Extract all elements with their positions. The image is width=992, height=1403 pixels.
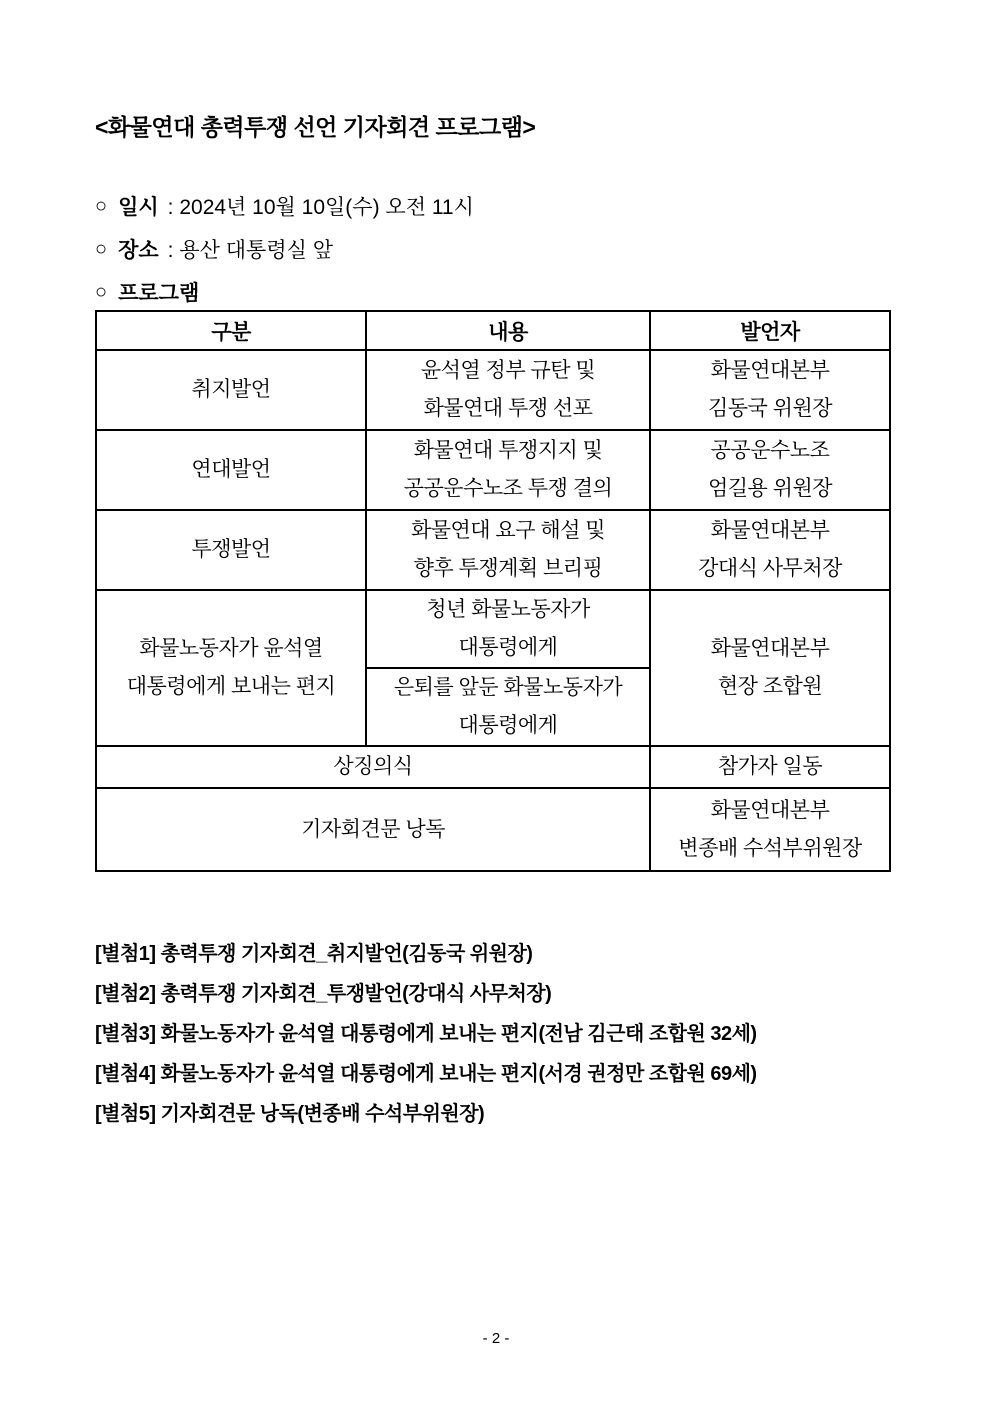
circle-bullet-icon: ○ [95, 280, 108, 303]
cell-category [96, 350, 366, 430]
location-value: : 용산 대통령실 앞 [167, 238, 334, 262]
cell-line: 화물연대본부 [710, 359, 830, 382]
table-row-purpose-speech [96, 350, 890, 430]
document-content [95, 0, 889, 1134]
cell-category [96, 510, 366, 590]
cell-line: 공공운수노조 [710, 439, 830, 462]
cell-line: 취지발언 [191, 378, 271, 401]
cell-line: 공공운수노조 투쟁 결의 [403, 477, 613, 500]
circle-bullet-icon: ○ [95, 194, 108, 217]
datetime-label: 일시 [118, 195, 159, 219]
cell-content [366, 510, 650, 590]
column-header-content: 내용 [366, 311, 650, 350]
cell-line: 김동국 위원장 [707, 397, 833, 420]
location-label: 장소 [118, 238, 159, 262]
cell-line: 상징의식 [333, 755, 413, 778]
table-row-struggle-speech [96, 510, 890, 590]
attachment-item-3: [별첨3] 화물노동자가 윤석열 대통령에게 보내는 편지(전남 김근태 조합원 32세) [95, 1023, 757, 1045]
info-line-datetime [95, 184, 889, 227]
cell-line: 투쟁발언 [191, 538, 271, 561]
table-header-row [96, 311, 890, 350]
cell-content [366, 430, 650, 510]
cell-line: 강대식 사무처장 [698, 557, 842, 580]
cell-line: 참가자 일동 [717, 755, 823, 778]
cell-line: 엄길용 위원장 [707, 477, 833, 500]
attachment-item-2: [별첨2] 총력투쟁 기자회견_투쟁발언(강대식 사무처장) [95, 983, 552, 1005]
cell-merged-label [96, 788, 650, 871]
page-number: - 2 - [482, 1330, 510, 1347]
attachment-list [95, 934, 889, 1134]
cell-line: 화물노동자가 윤석열 [139, 637, 323, 660]
attachment-item-5: [별첨5] 기자회견문 낭독(변종배 수석부위원장) [95, 1103, 485, 1125]
cell-line: 변종배 수석부위원장 [678, 836, 862, 860]
program-table [95, 310, 891, 872]
program-label: 프로그램 [118, 281, 200, 305]
column-header-category: 구분 [96, 311, 366, 350]
cell-category-letter [96, 590, 366, 746]
table-row-statement-reading [96, 788, 890, 871]
cell-line: 기자회견문 낭독 [301, 817, 445, 841]
cell-content [366, 668, 650, 746]
cell-speaker [650, 510, 890, 590]
cell-line: 윤석열 정부 규탄 및 [420, 359, 596, 382]
cell-speaker [650, 788, 890, 871]
cell-line: 연대발언 [191, 458, 271, 481]
cell-line: 화물연대 투쟁지지 및 [413, 439, 603, 462]
cell-line: 대통령에게 [458, 714, 558, 737]
cell-line: 화물연대 요구 해설 및 [410, 519, 606, 542]
cell-speaker [650, 430, 890, 510]
datetime-value: : 2024년 10월 10일(수) 오전 11시 [167, 195, 474, 219]
attachment-item-4: [별첨4] 화물노동자가 윤석열 대통령에게 보내는 편지(서경 권정만 조합원 69세) [95, 1063, 757, 1085]
cell-line: 화물연대본부 [710, 798, 830, 822]
cell-content [366, 590, 650, 668]
cell-line: 화물연대 투쟁 선포 [423, 397, 593, 420]
cell-line: 은퇴를 앞둔 화물노동자가 [393, 676, 623, 699]
info-line-location [95, 227, 889, 270]
info-list [95, 184, 889, 313]
table-row-symbolic-ceremony [96, 746, 890, 788]
cell-merged-label [96, 746, 650, 788]
cell-line: 화물연대본부 [710, 519, 830, 542]
cell-line: 청년 화물노동자가 [426, 598, 590, 621]
cell-speaker [650, 350, 890, 430]
circle-bullet-icon: ○ [95, 237, 108, 260]
cell-speaker-letter [650, 590, 890, 746]
document-title: <화물연대 총력투쟁 선언 기자회견 프로그램> [95, 114, 536, 140]
cell-content [366, 350, 650, 430]
cell-line: 향후 투쟁계획 브리핑 [413, 557, 603, 580]
table-row-letter-youth [96, 590, 890, 668]
column-header-speaker: 발언자 [650, 311, 890, 350]
cell-line: 대통령에게 [458, 636, 558, 659]
cell-category [96, 430, 366, 510]
info-line-program [95, 270, 889, 313]
cell-speaker [650, 746, 890, 788]
cell-line: 대통령에게 보내는 편지 [126, 675, 336, 698]
table-row-solidarity-speech [96, 430, 890, 510]
cell-line: 화물연대본부 [710, 637, 830, 660]
attachment-item-1: [별첨1] 총력투쟁 기자회견_취지발언(김동국 위원장) [95, 943, 533, 965]
cell-line: 현장 조합원 [717, 675, 823, 698]
